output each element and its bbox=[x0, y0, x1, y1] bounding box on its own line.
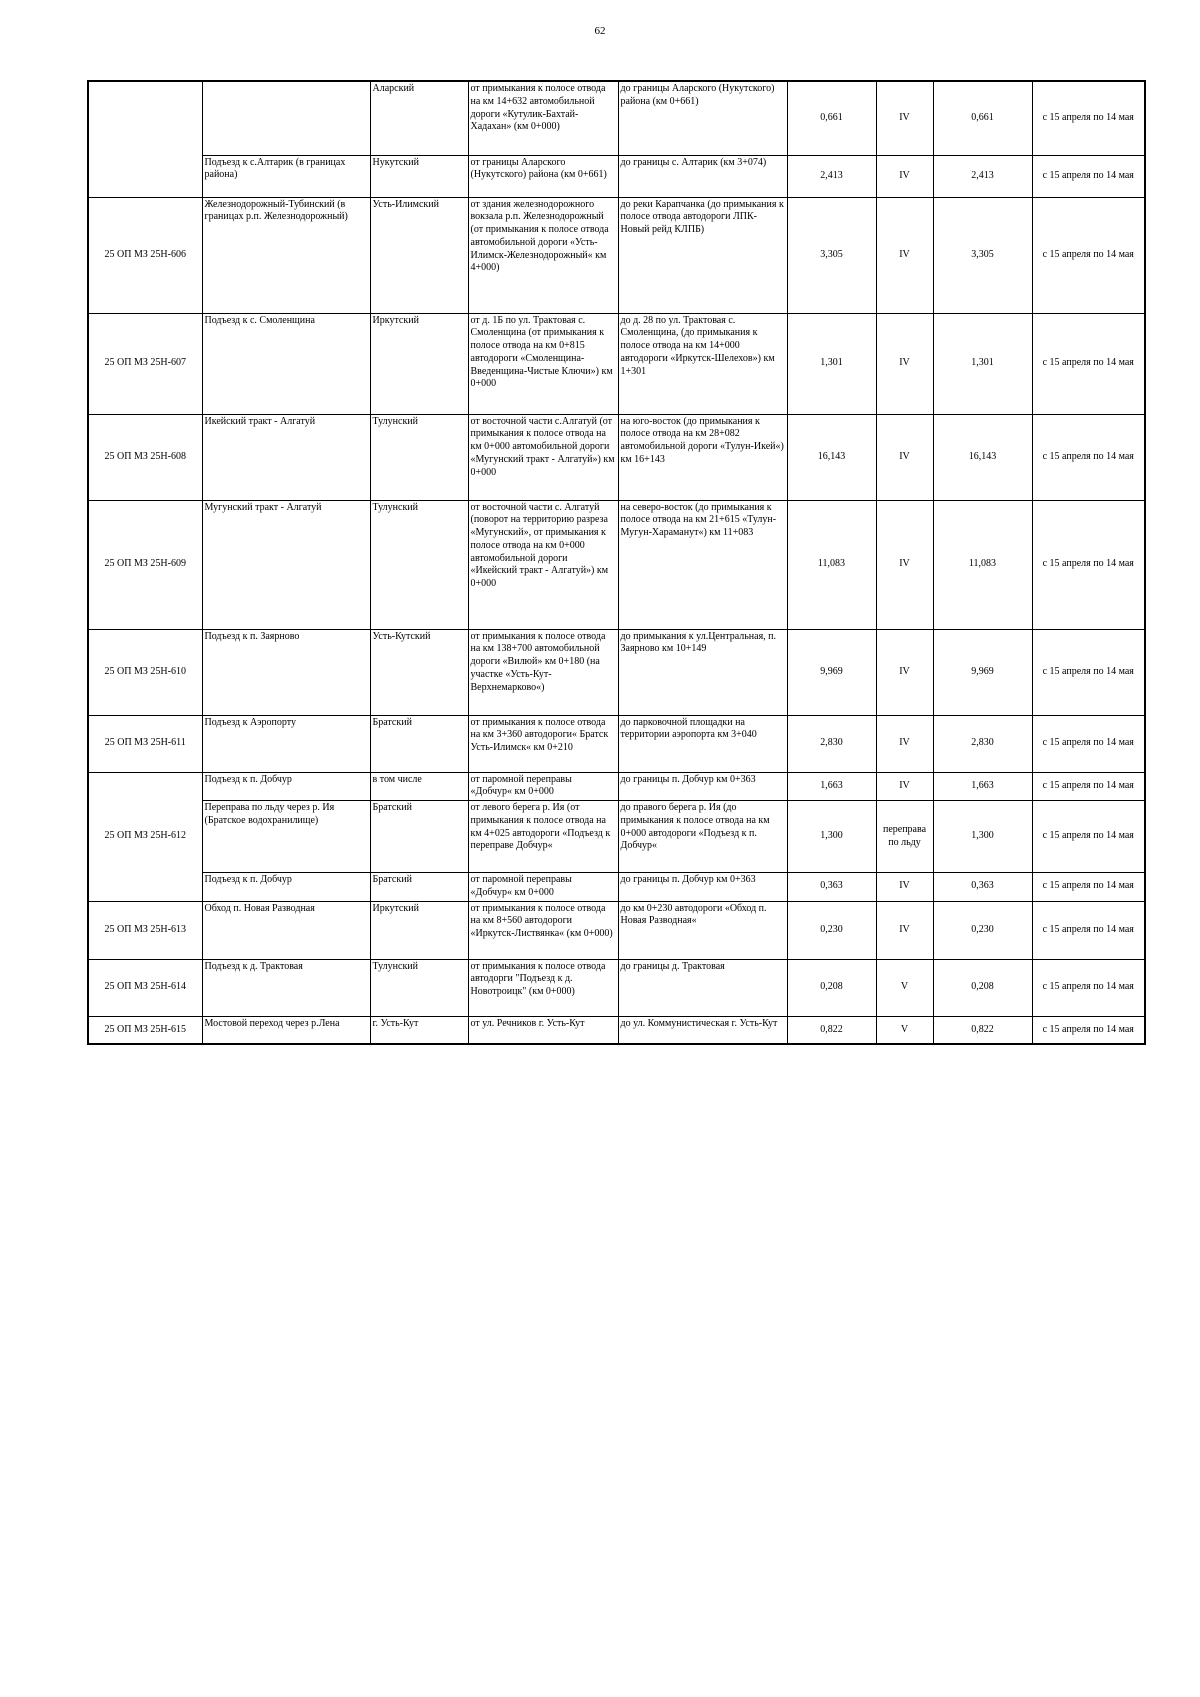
end-point-cell: до границы д. Трактовая bbox=[618, 959, 787, 1016]
roads-table bbox=[87, 80, 1146, 1045]
category-cell: переправа по льду bbox=[876, 801, 933, 873]
table-row bbox=[88, 1016, 1145, 1044]
district-cell: Иркутский bbox=[370, 901, 468, 959]
restricted-length-cell: 1,300 bbox=[933, 801, 1032, 873]
start-point-cell: от паромной переправы «Добчур« км 0+000 bbox=[468, 772, 618, 801]
start-point-cell: от примыкания к полосе отвода автодорги "Подъезд к д. Новотроицк" (км 0+000) bbox=[468, 959, 618, 1016]
category-cell: IV bbox=[876, 901, 933, 959]
road-id-cell: 25 ОП МЗ 25Н-609 bbox=[88, 500, 202, 629]
length-cell: 0,363 bbox=[787, 873, 876, 902]
category-cell: IV bbox=[876, 197, 933, 313]
district-cell: Тулунский bbox=[370, 959, 468, 1016]
category-cell: IV bbox=[876, 500, 933, 629]
end-point-cell: до д. 28 по ул. Трактовая с. Смоленщина, (до примыкания к полосе отвода на км 14+000 автодороги «Иркутск-Шелехов») км 1+301 bbox=[618, 313, 787, 414]
end-point-cell: до границы п. Добчур км 0+363 bbox=[618, 873, 787, 902]
road-name-cell: Мугунский тракт - Алгатуй bbox=[202, 500, 370, 629]
district-cell: Братский bbox=[370, 715, 468, 772]
road-id-cell: 25 ОП МЗ 25Н-613 bbox=[88, 901, 202, 959]
end-point-cell: до реки Карапчанка (до примыкания к полосе отвода автодороги ЛПК-Новый рейд КЛПБ) bbox=[618, 197, 787, 313]
start-point-cell: от восточной части с.Алгатуй (от примыкания к полосе отвода на км 0+000 автомобильной дороги «Мугунский тракт - Алгатуй») км 0+000 bbox=[468, 414, 618, 500]
end-point-cell: до границы с. Алтарик (км 3+074) bbox=[618, 155, 787, 197]
length-cell: 1,300 bbox=[787, 801, 876, 873]
end-point-cell: до примыкания к ул.Центральная, п. Заярново км 10+149 bbox=[618, 629, 787, 715]
category-cell: IV bbox=[876, 715, 933, 772]
restricted-length-cell: 1,663 bbox=[933, 772, 1032, 801]
start-point-cell: от паромной переправы «Добчур« км 0+000 bbox=[468, 873, 618, 902]
restricted-length-cell: 0,230 bbox=[933, 901, 1032, 959]
restricted-length-cell: 11,083 bbox=[933, 500, 1032, 629]
restriction-period-cell: с 15 апреля по 14 мая bbox=[1032, 1016, 1145, 1044]
district-cell: Аларский bbox=[370, 81, 468, 155]
district-cell: Братский bbox=[370, 873, 468, 902]
road-name-cell: Железнодорожный-Тубинский (в границах р.п. Железнодорожный) bbox=[202, 197, 370, 313]
end-point-cell: до км 0+230 автодороги «Обход п. Новая Разводная« bbox=[618, 901, 787, 959]
road-id-cell: 25 ОП МЗ 25Н-606 bbox=[88, 197, 202, 313]
length-cell: 2,413 bbox=[787, 155, 876, 197]
length-cell: 1,663 bbox=[787, 772, 876, 801]
start-point-cell: от примыкания к полосе отвода на км 3+360 автодороги« Братск Усть-Илимск« км 0+210 bbox=[468, 715, 618, 772]
length-cell: 0,230 bbox=[787, 901, 876, 959]
end-point-cell: до границы п. Добчур км 0+363 bbox=[618, 772, 787, 801]
category-cell: IV bbox=[876, 873, 933, 902]
restricted-length-cell: 0,822 bbox=[933, 1016, 1032, 1044]
end-point-cell: до границы Аларского (Нукутского) района (км 0+661) bbox=[618, 81, 787, 155]
district-cell: г. Усть-Кут bbox=[370, 1016, 468, 1044]
length-cell: 16,143 bbox=[787, 414, 876, 500]
start-point-cell: от д. 1Б по ул. Трактовая с. Смоленщина (от примыкания к полосе отвода на км 0+815 автодороги «Смоленщина-Введенщина-Чистые Ключи») км 0+000 bbox=[468, 313, 618, 414]
road-id-cell: 25 ОП МЗ 25Н-615 bbox=[88, 1016, 202, 1044]
table-row bbox=[88, 801, 1145, 873]
road-id-cell: 25 ОП МЗ 25Н-610 bbox=[88, 629, 202, 715]
restriction-period-cell: с 15 апреля по 14 мая bbox=[1032, 313, 1145, 414]
district-cell: Иркутский bbox=[370, 313, 468, 414]
restricted-length-cell: 0,208 bbox=[933, 959, 1032, 1016]
road-name-cell: Икейский тракт - Алгатуй bbox=[202, 414, 370, 500]
restriction-period-cell: с 15 апреля по 14 мая bbox=[1032, 81, 1145, 155]
road-name-cell: Подъезд к п. Заярново bbox=[202, 629, 370, 715]
restriction-period-cell: с 15 апреля по 14 мая bbox=[1032, 801, 1145, 873]
length-cell: 0,822 bbox=[787, 1016, 876, 1044]
table-row bbox=[88, 901, 1145, 959]
restriction-period-cell: с 15 апреля по 14 мая bbox=[1032, 873, 1145, 902]
category-cell: IV bbox=[876, 629, 933, 715]
table-row bbox=[88, 197, 1145, 313]
length-cell: 0,661 bbox=[787, 81, 876, 155]
length-cell: 11,083 bbox=[787, 500, 876, 629]
district-cell: в том числе bbox=[370, 772, 468, 801]
road-name-cell bbox=[202, 81, 370, 155]
restricted-length-cell: 1,301 bbox=[933, 313, 1032, 414]
road-name-cell: Подъезд к п. Добчур bbox=[202, 873, 370, 902]
start-point-cell: от восточной части с. Алгатуй (поворот на территорию разреза «Мугунский», от примыкания к полосе отвода на км 0+000 автомобильной дороги «Икейский тракт - Алгатуй») км 0+000 bbox=[468, 500, 618, 629]
table-row bbox=[88, 414, 1145, 500]
category-cell: IV bbox=[876, 772, 933, 801]
category-cell: IV bbox=[876, 81, 933, 155]
road-id-cell: 25 ОП МЗ 25Н-611 bbox=[88, 715, 202, 772]
start-point-cell: от здания железнодорожного вокзала р.п. Железнодорожный (от примыкания к полосе отвода автомобильной дороги «Усть-Илимск-Железнодорожный« км 4+000) bbox=[468, 197, 618, 313]
table-row bbox=[88, 772, 1145, 801]
end-point-cell: до парковочной площадки на территории аэропорта км 3+040 bbox=[618, 715, 787, 772]
length-cell: 9,969 bbox=[787, 629, 876, 715]
start-point-cell: от примыкания к полосе отвода на км 138+700 автомобильной дороги «Вилюй» км 0+180 (на участке «Усть-Кут-Верхнемарково«) bbox=[468, 629, 618, 715]
category-cell: IV bbox=[876, 313, 933, 414]
restricted-length-cell: 0,363 bbox=[933, 873, 1032, 902]
start-point-cell: от примыкания к полосе отвода на км 8+560 автодороги «Иркутск-Листвянка« (км 0+000) bbox=[468, 901, 618, 959]
road-name-cell: Подъезд к п. Добчур bbox=[202, 772, 370, 801]
restricted-length-cell: 2,413 bbox=[933, 155, 1032, 197]
district-cell: Тулунский bbox=[370, 500, 468, 629]
road-id-cell bbox=[88, 81, 202, 197]
table-row bbox=[88, 500, 1145, 629]
restriction-period-cell: с 15 апреля по 14 мая bbox=[1032, 715, 1145, 772]
restricted-length-cell: 16,143 bbox=[933, 414, 1032, 500]
district-cell: Нукутский bbox=[370, 155, 468, 197]
road-id-cell: 25 ОП МЗ 25Н-614 bbox=[88, 959, 202, 1016]
table-row bbox=[88, 629, 1145, 715]
length-cell: 2,830 bbox=[787, 715, 876, 772]
restricted-length-cell: 0,661 bbox=[933, 81, 1032, 155]
road-name-cell: Подъезд к с.Алтарик (в границах района) bbox=[202, 155, 370, 197]
road-id-cell: 25 ОП МЗ 25Н-608 bbox=[88, 414, 202, 500]
length-cell: 1,301 bbox=[787, 313, 876, 414]
table-row bbox=[88, 155, 1145, 197]
road-id-cell: 25 ОП МЗ 25Н-607 bbox=[88, 313, 202, 414]
district-cell: Братский bbox=[370, 801, 468, 873]
category-cell: V bbox=[876, 959, 933, 1016]
district-cell: Тулунский bbox=[370, 414, 468, 500]
end-point-cell: на северо-восток (до примыкания к полосе отвода на км 21+615 «Тулун-Мугун-Хараманут«) км 11+083 bbox=[618, 500, 787, 629]
restriction-period-cell: с 15 апреля по 14 мая bbox=[1032, 155, 1145, 197]
road-name-cell: Подъезд к с. Смоленщина bbox=[202, 313, 370, 414]
restriction-period-cell: с 15 апреля по 14 мая bbox=[1032, 197, 1145, 313]
category-cell: V bbox=[876, 1016, 933, 1044]
category-cell: IV bbox=[876, 414, 933, 500]
length-cell: 3,305 bbox=[787, 197, 876, 313]
end-point-cell: до правого берега р. Ия (до примыкания к полосе отвода на км 0+000 автодороги «Подъезд к п. Добчур« bbox=[618, 801, 787, 873]
restricted-length-cell: 3,305 bbox=[933, 197, 1032, 313]
road-name-cell: Подъезд к д. Трактовая bbox=[202, 959, 370, 1016]
length-cell: 0,208 bbox=[787, 959, 876, 1016]
end-point-cell: на юго-восток (до примыкания к полосе отвода на км 28+082 автомобильной дороги «Тулун-Икей«) км 16+143 bbox=[618, 414, 787, 500]
restriction-period-cell: с 15 апреля по 14 мая bbox=[1032, 772, 1145, 801]
road-name-cell: Подъезд к Аэропорту bbox=[202, 715, 370, 772]
road-name-cell: Обход п. Новая Разводная bbox=[202, 901, 370, 959]
restricted-length-cell: 2,830 bbox=[933, 715, 1032, 772]
start-point-cell: от границы Аларского (Нукутского) района (км 0+661) bbox=[468, 155, 618, 197]
table-row bbox=[88, 81, 1145, 155]
table-row bbox=[88, 715, 1145, 772]
start-point-cell: от примыкания к полосе отвода на км 14+632 автомобильной дороги «Кутулик-Бахтай-Хадахан» (км 0+000) bbox=[468, 81, 618, 155]
road-name-cell: Переправа по льду через р. Ия (Братское водохранилище) bbox=[202, 801, 370, 873]
restriction-period-cell: с 15 апреля по 14 мая bbox=[1032, 500, 1145, 629]
page-number: 62 bbox=[594, 25, 606, 37]
start-point-cell: от левого берега р. Ия (от примыкания к полосе отвода на км 4+025 автодороги «Подъезд к переправе Добчур« bbox=[468, 801, 618, 873]
end-point-cell: до ул. Коммунистическая г. Усть-Кут bbox=[618, 1016, 787, 1044]
table-row bbox=[88, 873, 1145, 902]
restriction-period-cell: с 15 апреля по 14 мая bbox=[1032, 414, 1145, 500]
district-cell: Усть-Илимский bbox=[370, 197, 468, 313]
road-name-cell: Мостовой переход через р.Лена bbox=[202, 1016, 370, 1044]
road-id-cell: 25 ОП МЗ 25Н-612 bbox=[88, 772, 202, 901]
restriction-period-cell: с 15 апреля по 14 мая bbox=[1032, 901, 1145, 959]
restriction-period-cell: с 15 апреля по 14 мая bbox=[1032, 959, 1145, 1016]
start-point-cell: от ул. Речников г. Усть-Кут bbox=[468, 1016, 618, 1044]
category-cell: IV bbox=[876, 155, 933, 197]
table-row bbox=[88, 313, 1145, 414]
restricted-length-cell: 9,969 bbox=[933, 629, 1032, 715]
table-row bbox=[88, 959, 1145, 1016]
restriction-period-cell: с 15 апреля по 14 мая bbox=[1032, 629, 1145, 715]
district-cell: Усть-Кутский bbox=[370, 629, 468, 715]
